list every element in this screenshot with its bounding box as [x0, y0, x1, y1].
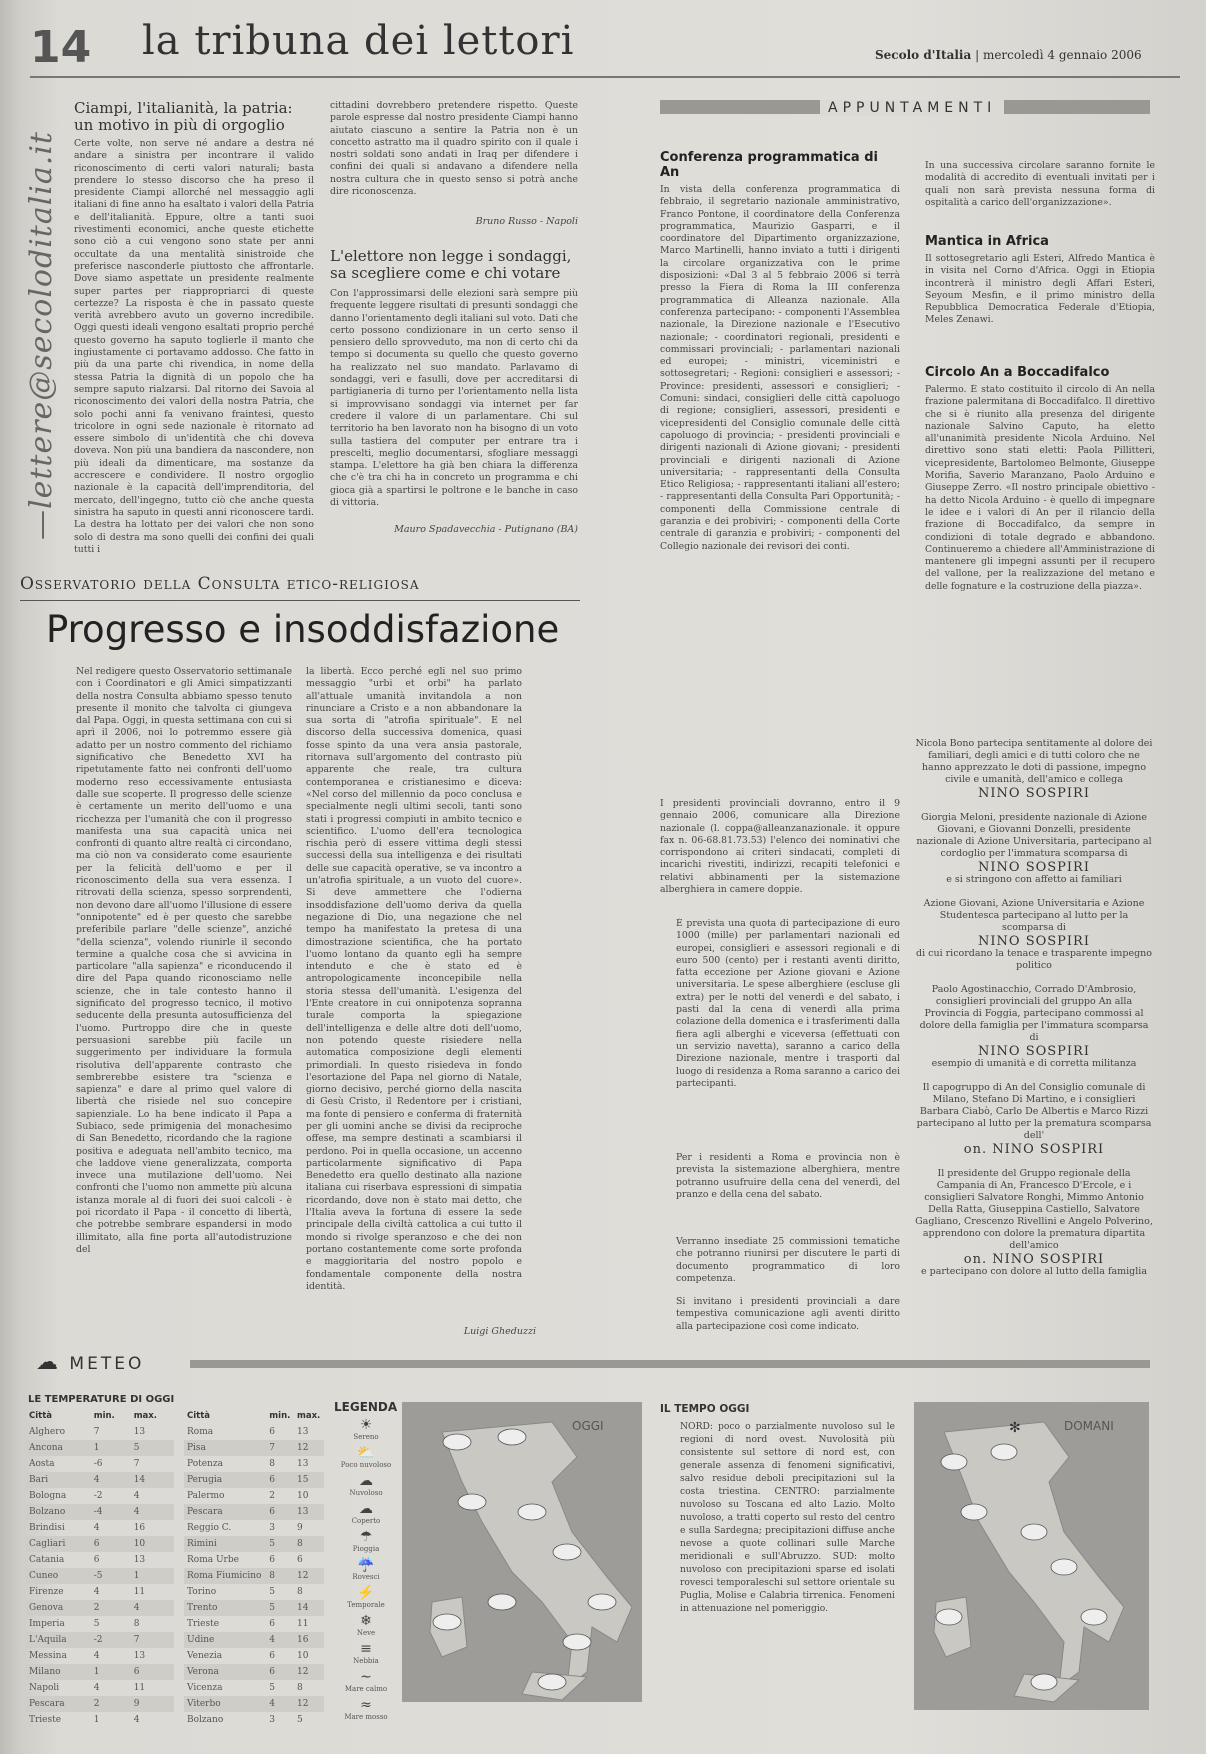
temperature-row — [184, 1536, 324, 1552]
min-cell: 5 — [269, 1587, 276, 1597]
temperature-row — [26, 1504, 174, 1520]
conferenza-article — [660, 150, 900, 910]
legend-item — [330, 1558, 402, 1582]
memorial-2 — [914, 812, 1154, 886]
temperature-row — [184, 1456, 324, 1472]
letter-1-continued — [330, 100, 578, 227]
max-cell: 6 — [296, 1555, 303, 1565]
legend-item — [330, 1446, 402, 1470]
letter-2 — [330, 248, 578, 535]
temperature-row — [26, 1552, 174, 1568]
cloudy-icon: ☁ — [359, 1473, 373, 1489]
conferenza-body-2: I presidenti provinciali dovranno, entro il 9 gennaio 2006, comunicare alla Direzione nazionale (l. coppa@alleanzanazionale. it oppure fax n. 06-68.81.73.53) l'elenco dei nominativi che corrispondono ai criteri sindacati, completi di incarichi rivestiti, indirizzi, recapiti telefonici e relativi abbinamenti per la sistemazione alberghiera in camere doppie. — [660, 798, 900, 896]
legend-label: Mare calmo — [344, 1685, 388, 1693]
cloud-icon — [518, 1504, 546, 1520]
city-cell: Ancona — [26, 1440, 91, 1456]
min-cell: 2 — [91, 1600, 131, 1616]
temperature-row — [26, 1696, 174, 1712]
legend-label: Nebbia — [353, 1657, 379, 1665]
legend-title: LEGENDA — [334, 1400, 398, 1414]
legend-label: Pioggia — [352, 1545, 380, 1553]
min-cell: 4 — [93, 1523, 100, 1533]
max-cell: 8 — [296, 1683, 303, 1693]
memorial-5-name: on. NINO SOSPIRI — [963, 1142, 1105, 1157]
max-cell: 16 — [294, 1632, 324, 1648]
city-cell: Catania — [29, 1555, 65, 1565]
temperature-row — [26, 1584, 174, 1600]
conferenza-title: Conferenza programmatica di An — [660, 150, 878, 180]
max-cell: 10 — [131, 1536, 174, 1552]
cloud-icon — [498, 1429, 526, 1445]
max-cell: 11 — [133, 1683, 146, 1693]
max-cell: 4 — [131, 1600, 174, 1616]
letter-2-body: Con l'approssimarsi delle elezioni sarà sempre più frequente leggere risultati di presunti sondaggi che danno l'orientamento degli italiani sul voto. Dati che certo possono condizionare in un certo senso il pensiero dello sprovveduto, ma non di certo chi da tempo si documenta su quello che questo governo ha realizzato nel suo mandato. Parlavamo di sondaggi, veri e fasulli, dove per accreditarsi di partigianeria di turno per l'orientamento nella lista si improvvisano sondaggi via internet per far credere il valore di un parlamentare. Chi sul territorio ha ben lavorato non ha bisogno di un voto sulla tastiera del computer per entrare tra i prescelti, meglio documentarsi, sfogliare messaggi stampa. L'elettore ha già ben chiara la differenza che c'è tra chi ha in concreto un programma e chi gioca già a spartirsi le poltrone e le banche in caso di vittoria. — [330, 288, 578, 509]
city-cell: L'Aquila — [26, 1632, 91, 1648]
city-cell: Verona — [184, 1664, 266, 1680]
city-cell: Trieste — [187, 1619, 220, 1629]
cloud-icon — [941, 1454, 967, 1470]
legend-item — [330, 1530, 402, 1554]
africa-title: Mantica in Africa — [925, 234, 1049, 249]
min-cell: 3 — [269, 1523, 276, 1533]
conferenza-continued — [676, 918, 900, 1348]
letter-2-signature: Mauro Spadavecchia - Putignano (BA) — [394, 524, 578, 535]
city-cell: Brindisi — [29, 1523, 65, 1533]
temperature-row — [26, 1600, 174, 1616]
temperature-row — [26, 1616, 174, 1632]
legend-label: Sereno — [353, 1433, 379, 1441]
map-today-label: OGGI — [572, 1419, 604, 1433]
legend-label: Neve — [356, 1629, 376, 1637]
max-cell: 13 — [296, 1459, 309, 1469]
weather-today-text: NORD: poco o parzialmente nuvoloso sul le regioni di nord ovest. Nuvolosità più consistente sul settore di nord est, con generale assenza di fenomeni significativi, salvo residue deboli precipitazioni sul la costa triestina. CENTRO: parzialmente nuvoloso su Toscana ed alto Lazio. Molto nuvoloso, a tratti coperto sul resto del centro e sulla Sardegna; precipitazioni diffuse anche nevose a quote collinari sulle Marche meridionali e sull'Abruzzo. SUD: molto nuvoloso con precipitazioni sparse ed isolati rovesci temporaleschi sul settore orientale su Puglia, Molise e Calabria tirrenica. Fenomeni in attenuazione nel pomeriggio. — [680, 1421, 895, 1614]
memorial-6-name: on. NINO SOSPIRI — [963, 1252, 1105, 1267]
city-cell: Cagliari — [26, 1536, 91, 1552]
temperature-row — [184, 1600, 324, 1616]
map-tomorrow-label: DOMANI — [1064, 1419, 1114, 1433]
temperature-row — [26, 1424, 174, 1440]
temperature-row — [184, 1552, 324, 1568]
conferenza-body: In vista della conferenza programmatica di febbraio, il segretario nazionale amministrativo, Franco Pontone, il coordinatore della Conferenza programmatica, Maurizio Gasparri, e il coordinatore del Dipartimento organizzazione, Marco Martinelli, hanno inviato a tutti i dirigenti la circolare organizzativa con le prime disposizioni: «Dal 3 al 5 febbraio 2006 si terrà presso la Fiera di Roma la III conferenza programmatica di Alleanza nazionale. Alla conferenza partecipano: - componenti l'Assemblea nazionale, la Direzione nazionale e l'Esecutivo nazionale; - coordinatori regionali, presidenti e commissari provinciali; - parlamentari nazionali ed europei; - ministri, viceministri e sottosegretari; - Regioni: consiglieri e assessori; - Province: presidenti, assessori e consiglieri; - Comuni: sindaci, consiglieri delle città capoluogo di regione; consiglieri, assessori, presidenti e vicepresidenti del Consiglio comunale delle città capoluogo di provincia; - presidenti provinciali e dirigenti nazionali di Azione giovani; - presidenti provinciali e dirigenti nazionali di Azione universitaria; - rappresentanti della Consulta Etico Religiosa; - rappresentanti italiani all'estero; - rappresentanti della Consulta Pari Opportunità; - componenti della Commissione centrale di garanzia e dei probiviri; - componenti della Corte centrale di garanzia e probiviri; - componenti del Collegio nazionale dei revisori dei conti. — [660, 184, 900, 552]
min-cell: -2 — [91, 1632, 131, 1648]
memorial-4-text: Paolo Agostinacchio, Corrado D'Ambrosio, consiglieri provinciali del gruppo An alla Provincia di Foggia, partecipano commossi al dolore della famiglia per l'immatura scomparsa di — [919, 984, 1149, 1043]
min-cell: -4 — [91, 1504, 131, 1520]
temps-header-city: Città — [187, 1411, 211, 1421]
max-cell: 16 — [133, 1523, 146, 1533]
temperature-row — [184, 1664, 324, 1680]
letter-1-body-cont: cittadini dovrebbero pretendere rispetto. Queste parole espresse dal nostro presidente Ciampi hanno aiutato ciascuno a sentire la Patria non è un concetto astratto ma il quadro spirito con il quale i nostri soldati sono andati in Iraq per difendere i confini dei quali si andavano a difendere nella nostra cultura che in questo senso si potrà anche dire riconoscenza. — [330, 100, 578, 198]
min-cell: 6 — [91, 1536, 131, 1552]
memorial-5 — [914, 1082, 1154, 1156]
temperature-row — [26, 1536, 174, 1552]
min-cell: -2 — [93, 1491, 103, 1501]
sun-cloud-icon: ☁ — [36, 1350, 61, 1375]
snow-icon: ❄ — [360, 1613, 372, 1629]
osservatorio-column-2: la libertà. Ecco perché egli nel suo primo messaggio "urbi et orbi" ha parlato all'attuale umanità invitandola a non rinunciare a Cristo e a non abbandonare la sua sorta di "atrofia spirituale". E nel discorso della successiva domenica, quasi fosse spinto da una vera ansia pastorale, ritornava sull'argomento del contrasto più apparente che reale, tra cultura contemporanea e cristianesimo e diceva: «Nel corso del millennio da poco conclusa e specialmente negli ultimi secoli, tanti sono stati i progressi compiuti in ambito tecnico e scientifico. L'uomo dell'era tecnologica rischia però di essere vittima degli stessi successi della sua intelligenza e dei risultati delle sue capacità operative, se va incontro a un'atrofia spirituale, a un vuoto del cuore». Si deve ammettere che l'odierna insoddisfazione dell'uomo deriva da quella negazione di Dio, una negazione che nel tempo ha manifestato la pretesa di una dimostrazione scientifica, che ha portato l'uomo lontano da quanto egli ha sempre intenduto e che è stato ed è antropologicamente inconcepibile nella storia stessa dell'umanità. L'esigenza del l'Ente creatore in cui onnipotenza sopranna turale comporta la spiegazione dell'intelligenza e delle altre doti dell'uomo, non potendo queste risiedere nella automatica composizione degli elementi primordiali. In questo risiedeva in fondo l'esortazione del Papa nel giorno di Natale, giorno decisivo, perché giorno della nascita di Gesù Cristo, il Redentore per i cristiani, ma fonte di pensiero e conferma di fraternità per gli uomini anche se divisi da reciproche offese, ma sempre destinati a scambiarsi il perdono. Poi in quella occasione, un accenno particolarmente significativo di Papa Benedetto era quello destinato alla nazione italiana cui riserbava espressioni di simpatia ricordando, dove non è stato mai detto, che l'Italia aveva la fortuna di essere la sede principale della civiltà cattolica a cui tutto il mondo si rivolge speranzoso e che dei non portano costantemente come sorte profonda e maggioritaria del nostro popolo e fondamentale componente della nostra identità. — [306, 666, 522, 1292]
city-cell: Potenza — [187, 1459, 223, 1469]
header-rule — [30, 76, 1180, 78]
memorial-4 — [914, 984, 1154, 1070]
temperature-row — [184, 1648, 324, 1664]
memorial-3 — [914, 898, 1154, 972]
max-cell: 8 — [294, 1536, 324, 1552]
max-cell: 5 — [131, 1440, 174, 1456]
memorial-6-text: Il presidente del Gruppo regionale della Campania di An, Francesco D'Ercole, e i consiglieri Salvatore Ronghi, Mimmo Antonio Della Ratta, Giuseppina Castiello, Salvatore Gagliano, Crescenzo Rivellini e Angelo Polverino, apprendono con dolore la prematura dipartita dell'amico — [915, 1168, 1153, 1251]
memorial-4-after: esempio di umanità e di corretta militanza — [931, 1058, 1137, 1069]
temperature-row — [26, 1648, 174, 1664]
legend-label: Nuvoloso — [349, 1489, 383, 1497]
paper-name: Secolo d'Italia — [875, 48, 972, 62]
sea-calm-icon: ∼ — [360, 1669, 372, 1685]
temperature-row — [184, 1680, 324, 1696]
rain-icon: ☂ — [359, 1529, 373, 1545]
section-title: la tribuna dei lettori — [142, 18, 575, 64]
min-cell: 4 — [93, 1651, 100, 1661]
memorial-3-name: NINO SOSPIRI — [978, 934, 1090, 949]
cloud-icon — [588, 1594, 616, 1610]
cloud-icon — [991, 1444, 1017, 1460]
legend-label: Temporale — [347, 1601, 385, 1609]
cloud-icon — [553, 1544, 581, 1560]
city-cell: Palermo — [187, 1491, 225, 1501]
city-cell: Trento — [184, 1600, 266, 1616]
max-cell: 13 — [133, 1651, 146, 1661]
city-cell: Roma — [187, 1427, 214, 1437]
memorial-4-name: NINO SOSPIRI — [978, 1044, 1090, 1059]
city-cell: Aosta — [29, 1459, 55, 1469]
min-cell: 8 — [269, 1459, 276, 1469]
osservatorio-signature: Luigi Gheduzzi — [463, 1326, 536, 1337]
legend-item — [330, 1698, 402, 1722]
temps-header-max: max. — [296, 1411, 321, 1421]
sun-icon: ☀ — [359, 1417, 373, 1433]
letter-1-body: Certe volte, non serve né andare a destra né andare a sinistra per incontrare il valido riconoscimento di certi valori naturali; basta prendere lo stesso discorso che ha preso il presidente Ciampi allorché nel messaggio agli italiani di fine anno ha esaltato i valori della Patria e dell'italianità. Eppure, oltre a tanti suoi rivestimenti economici, anche queste etichette sono ciò a cui vengono sono state per anni occultate da una mentalità sinistroide che preferisce nasconderle piuttosto che affrontarle. Dove siamo aspettate un presidente realmente super partes per riappropriarci di queste certezze? La risposta è che in passato queste verità avrebbero avuto un governo incredibile. Oggi questi ideali vengono esaltati proprio perché questo governo ha saputo toglierle il manto che ingiustamente ci portavamo addosso. Che fatto in più da una parte chi rivendica, in nome della stessa Patria la dignità di un popolo che ha sempre saputo rialzarsi. Dal ritorno dei Savoia al riconoscimento dei valori della nostra Patria, che solo pochi anni fa venivano fraintesi, questo tricolore in ogni sede nazionale è ritornato ad essere simbolo di un'identità che chi doveva doveva. Non più una bandiera da nascondere, non più ideali da dimenticare, ma sostanze da accrescere e condividere. Il nostro orgoglio nazionale è la capacità dell'imprenditoria, del mercato, dell'ingegno, tutto ciò che anche questa sinistra ha saputo in questi anni riconoscere tardi. La destra ha lottato per dei valori che non sono solo di destra ma sono quelli dei confini dei quali tutti i — [74, 138, 314, 555]
city-cell: Perugia — [184, 1472, 266, 1488]
city-cell: Torino — [187, 1587, 217, 1597]
min-cell: 5 — [266, 1536, 294, 1552]
max-cell: 1 — [131, 1568, 174, 1584]
africa-body: Il sottosegretario agli Esteri, Alfredo Mantica è in visita nel Corno d'Africa. Oggi in Etiopia incontrerà il ministro degli Affari Esteri, Seyoum Mesfin, e il primo ministro della Repubblica Democratica Federale d'Etiopia, Meles Zenawi. — [925, 253, 1155, 326]
sidebar-email-text: —lettere@secoloditalia.it — [24, 131, 59, 540]
temperature-row — [26, 1632, 174, 1648]
legend-item — [330, 1586, 402, 1610]
max-cell: 6 — [131, 1664, 174, 1680]
conferenza-body-5: Verranno insediate 25 commissioni tematiche che potranno riunirsi per discutere le parti di documento programmatico di loro competenza. — [676, 1236, 900, 1284]
max-cell: 10 — [296, 1491, 309, 1501]
city-cell: Venezia — [187, 1651, 223, 1661]
city-cell: Firenze — [29, 1587, 64, 1597]
italy-map-tomorrow — [914, 1402, 1149, 1710]
cloud-icon — [1021, 1524, 1047, 1540]
weather-map-today — [402, 1402, 642, 1702]
city-cell: Imperia — [29, 1619, 65, 1629]
legend-item — [330, 1670, 402, 1694]
conferenza-body-3: È prevista una quota di partecipazione di euro 1000 (mille) per parlamentari nazionali ed europei, consiglieri e assessori regionali e di euro 500 (cento) per i restanti aventi diritto, fatta eccezione per Azione giovani e Azione universitaria. Le spese alberghiere (escluse gli extra) per le notti del venerdì e del sabato, i pasti dal la cena di venerdì alla prima colazione della domenica e i trasferimenti dalla fiera agli alberghi e viceversa (effettuati con un servizio navetta), saranno a carico della Direzione nazionale, mentre i trasporti dal luogo di residenza a Roma saranno a carico dei partecipanti. — [676, 918, 900, 1089]
min-cell: 1 — [93, 1715, 100, 1725]
max-cell: 12 — [294, 1440, 324, 1456]
cloud-icon — [1051, 1559, 1077, 1575]
city-cell: Napoli — [29, 1683, 60, 1693]
max-cell: 4 — [133, 1715, 140, 1725]
conferenza-right: In una successiva circolare saranno fornite le modalità di accredito di eventuali invitati per i quali non sarà prevista nessuna forma di ospitalità a carico dell'organizzazione». — [925, 160, 1155, 208]
min-cell: 6 — [93, 1555, 100, 1565]
city-cell: Vicenza — [187, 1683, 223, 1693]
letter-1 — [74, 100, 314, 558]
temperature-row — [184, 1424, 324, 1440]
memorial-1 — [914, 738, 1154, 800]
temperature-row — [26, 1664, 174, 1680]
cloud-icon — [538, 1674, 566, 1690]
max-cell: 13 — [133, 1427, 146, 1437]
osservatorio-column-1: Nel redigere questo Osservatorio settimanale con i Coordinatori e gli Amici simpatizzanti della nostra Consulta abbiamo spesso tenuto presente il monito che talvolta ci giungeva dal Papa. Oggi, in questa settimana con cui si aprì il 2006, noi lo potremmo essere già adatto per un nostro commento del richiamo significativo che Benedetto XVI ha ripetutamente fatto nei confronti dell'uomo moderno reso eccessivamente entusiasta dalle sue scoperte. Il progresso delle scienze è certamente un merito dell'uomo e una ricchezza per l'umanità che con il progresso manifesta una sua capacità unica nei confronti di quanto altre realtà ci circondano, ma ciò non va considerato come esauriente per la felicità dell'uomo e per il riconoscimento della sua vera essenza. I ritrovati della scienza, spesso sorprendenti, non devono dare all'uomo l'illusione di essere "onnipotente" ed è per questo che sarebbe preferibile parlare "delle scienze", anziché "della scienza", volendo riunirle il secondo termine a qualche cosa che si avvicina in particolare "alla sapienza" e riconducendo il dire del Papa quando riconosciamo nelle scienze, che in tale contesto hanno il significato del progresso tecnico, il motivo seducente della presunta autosufficienza del l'uomo. Purtroppo dire che in queste persuasioni sarebbe più facile un suggerimento per individuare la formula risolutiva dell'apparente contrasto che sembrerebbe esistere tra "scienza e sapienza" e dare al primo quel valore di libertà che risiede nel suo concepire sapienziale. Lo ha bene indicato il Papa a Subiaco, sede primigenia del monachesimo di San Benedetto, ricordando che la ragione positiva e adeguata nell'ambito tecnico, ma che laddove viene generalizzata, comporta invece una mutilazione dell'uomo. Nei confronti che l'uomo non ammette più alcuna istanza morale al di fuori dei suoi calcoli - è poi ricordato il Papa - il concetto di libertà, che potrebbe sembrare espandersi in modo illimitato, alla fine porta all'autodistruzione del — [76, 666, 292, 1255]
min-cell: -5 — [91, 1568, 131, 1584]
temperature-row — [26, 1488, 174, 1504]
temperature-row — [26, 1520, 174, 1536]
sidebar-email — [20, 100, 64, 540]
city-cell: Pescara — [26, 1696, 91, 1712]
city-cell: Messina — [29, 1651, 67, 1661]
max-cell: 12 — [294, 1664, 324, 1680]
conferenza-body-4: Per i residenti a Roma e provincia non è prevista la sistemazione alberghiera, mentre potranno usufruire della cena del venerdì, del pranzo e della cena del sabato. — [676, 1152, 900, 1200]
showers-icon: ☔ — [357, 1557, 375, 1573]
min-cell: 4 — [93, 1683, 100, 1693]
cloud-icon — [1031, 1674, 1057, 1690]
overcast-icon: ☁ — [359, 1501, 373, 1517]
max-cell: 15 — [294, 1472, 324, 1488]
meteo-logo — [36, 1350, 144, 1375]
min-cell: 7 — [93, 1427, 100, 1437]
letter-1-signature: Bruno Russo - Napoli — [475, 216, 578, 227]
temperature-row — [26, 1680, 174, 1696]
masthead-info: Secolo d'Italia | mercoledì 4 gennaio 2006 — [875, 48, 1142, 62]
legend-item — [330, 1502, 402, 1526]
max-cell: 11 — [296, 1619, 309, 1629]
max-cell: 9 — [296, 1523, 303, 1533]
memorial-5-text: Il capogruppo di An del Consiglio comunale di Milano, Stefano Di Martino, e i consiglieri Barbara Ciabò, Carlo De Albertis e Marco Rizzi partecipano al lutto per la prematura scomparsa dell' — [916, 1082, 1152, 1141]
page-number: 14 — [30, 22, 92, 73]
legend-item — [330, 1418, 402, 1442]
meteo-logo-text: METEO — [69, 1354, 145, 1374]
legend-label: Rovesci — [352, 1573, 380, 1581]
min-cell: 1 — [91, 1664, 131, 1680]
temperatures-table-right — [184, 1408, 324, 1728]
osservatorio-headline: Progresso e insoddisfazione — [46, 608, 560, 651]
city-cell: Pescara — [184, 1504, 266, 1520]
weather-map-tomorrow — [914, 1402, 1149, 1710]
cloud-icon — [488, 1594, 516, 1610]
city-cell: Pisa — [184, 1440, 266, 1456]
min-cell: 8 — [266, 1568, 294, 1584]
city-cell: Bolzano — [26, 1504, 91, 1520]
min-cell: -6 — [93, 1459, 103, 1469]
osservatorio-kicker: Osservatorio della Consulta etico-religiosa — [20, 574, 420, 594]
cloud-icon — [936, 1609, 962, 1625]
min-cell: 6 — [269, 1619, 276, 1629]
min-cell: 4 — [91, 1472, 131, 1488]
legend-item — [330, 1474, 402, 1498]
memorial-1-text: Nicola Bono partecipa sentitamente al dolore dei familiari, degli amici e di tutti coloro che ne hanno apprezzato le doti di passione, impegno civile e umanità, dell'amico e collega — [915, 738, 1153, 785]
min-cell: 4 — [93, 1587, 100, 1597]
min-cell: 5 — [266, 1600, 294, 1616]
cloud-icon — [961, 1504, 987, 1520]
city-cell: Udine — [184, 1632, 266, 1648]
temps-header-city: Città — [29, 1411, 53, 1421]
temperature-row — [26, 1440, 174, 1456]
appuntamenti-label: APPUNTAMENTI — [820, 100, 1004, 116]
min-cell: 1 — [91, 1440, 131, 1456]
city-cell: Viterbo — [184, 1696, 266, 1712]
city-cell: Genova — [26, 1600, 91, 1616]
min-cell: 3 — [269, 1715, 276, 1725]
max-cell: 9 — [131, 1696, 174, 1712]
max-cell: 4 — [131, 1504, 174, 1520]
memorial-2-text: Giorgia Meloni, presidente nazionale di Azione Giovani, e Giovanni Donzelli, presidente nazionale di Azione Universitaria, partecipano al cordoglio per l'immatura scomparsa di — [916, 812, 1152, 859]
temperature-row — [26, 1456, 174, 1472]
italy-map-today — [402, 1402, 642, 1702]
min-cell: 6 — [269, 1555, 276, 1565]
min-cell: 5 — [269, 1683, 276, 1693]
min-cell: 6 — [269, 1427, 276, 1437]
temperature-row — [184, 1504, 324, 1520]
cloud-icon — [458, 1494, 486, 1510]
memorial-2-after: e si stringono con affetto ai familiari — [946, 874, 1122, 885]
memorial-2-name: NINO SOSPIRI — [978, 860, 1090, 875]
min-cell: 2 — [91, 1696, 131, 1712]
legend-list — [330, 1418, 402, 1726]
max-cell: 7 — [131, 1632, 174, 1648]
city-cell: Bari — [26, 1472, 91, 1488]
meteo-bar — [190, 1360, 1150, 1368]
max-cell: 13 — [133, 1555, 146, 1565]
min-cell: 6 — [266, 1664, 294, 1680]
cloud-icon — [1081, 1609, 1107, 1625]
temperature-row — [26, 1472, 174, 1488]
temperature-row — [26, 1712, 174, 1728]
temperature-row — [184, 1712, 324, 1728]
snow-icon: ✻ — [1009, 1420, 1021, 1436]
cloud-icon — [563, 1634, 591, 1650]
legend-item — [330, 1642, 402, 1666]
sea-rough-icon: ≈ — [360, 1697, 372, 1713]
temperature-row — [26, 1568, 174, 1584]
max-cell: 8 — [296, 1587, 303, 1597]
city-cell: Alghero — [29, 1427, 65, 1437]
weather-today-title: IL TEMPO OGGI — [660, 1403, 750, 1415]
max-cell: 12 — [294, 1568, 324, 1584]
temps-header-min: min. — [269, 1411, 291, 1421]
min-cell: 5 — [93, 1619, 100, 1629]
city-cell: Roma Urbe — [187, 1555, 239, 1565]
temperature-row — [184, 1520, 324, 1536]
max-cell: 13 — [296, 1427, 309, 1437]
min-cell: 2 — [269, 1491, 276, 1501]
city-cell: Cuneo — [26, 1568, 91, 1584]
min-cell: 6 — [269, 1651, 276, 1661]
legend-label: Coperto — [351, 1517, 381, 1525]
max-cell: 14 — [294, 1600, 324, 1616]
legend-label: Mare mosso — [344, 1713, 388, 1721]
max-cell: 14 — [131, 1472, 174, 1488]
max-cell: 12 — [294, 1696, 324, 1712]
min-cell: 4 — [266, 1632, 294, 1648]
legend-label: Poco nuvoloso — [340, 1461, 392, 1469]
temperatures-title: LE TEMPERATURE DI OGGI — [28, 1394, 175, 1405]
temperature-row — [184, 1584, 324, 1600]
city-cell: Reggio C. — [187, 1523, 232, 1533]
temperature-row — [184, 1616, 324, 1632]
osservatorio-rule — [20, 600, 580, 601]
temperatures-table-left — [26, 1408, 174, 1728]
temperature-row — [184, 1488, 324, 1504]
min-cell: 4 — [266, 1696, 294, 1712]
city-cell: Milano — [26, 1664, 91, 1680]
circolo-title: Circolo An a Boccadifalco — [925, 365, 1110, 380]
temperature-row — [184, 1632, 324, 1648]
min-cell: 6 — [266, 1472, 294, 1488]
cloud-icon — [433, 1614, 461, 1630]
city-cell: Bologna — [29, 1491, 67, 1501]
max-cell: 8 — [133, 1619, 140, 1629]
fog-icon: ≡ — [360, 1641, 372, 1657]
memorial-1-name: NINO SOSPIRI — [978, 786, 1090, 801]
max-cell: 7 — [133, 1459, 140, 1469]
temperature-row — [184, 1472, 324, 1488]
min-cell: 7 — [266, 1440, 294, 1456]
temperature-row — [184, 1440, 324, 1456]
cloud-icon — [443, 1434, 471, 1450]
issue-date: mercoledì 4 gennaio 2006 — [982, 48, 1142, 62]
memorial-6 — [914, 1168, 1154, 1278]
temperature-row — [184, 1568, 324, 1584]
storm-icon: ⚡ — [357, 1585, 375, 1601]
min-cell: 6 — [266, 1504, 294, 1520]
letter-1-title: Ciampi, l'italianità, la patria: un motivo in più di orgoglio — [74, 99, 293, 134]
memorial-6-after: e partecipano con dolore al lutto della famiglia — [920, 1266, 1147, 1277]
max-cell: 4 — [133, 1491, 140, 1501]
city-cell: Bolzano — [187, 1715, 224, 1725]
temps-header-max: max. — [133, 1411, 157, 1421]
max-cell: 10 — [296, 1651, 309, 1661]
conferenza-body-6: Si invitano i presidenti provinciali a dare tempestiva comunicazione agli aventi diritto alla partecipazione così come indicato. — [676, 1296, 900, 1332]
legend-item — [330, 1614, 402, 1638]
city-cell: Roma Fiumicino — [184, 1568, 266, 1584]
right-column-articles — [925, 160, 1155, 690]
temperature-row — [184, 1696, 324, 1712]
max-cell: 13 — [294, 1504, 324, 1520]
max-cell: 5 — [296, 1715, 303, 1725]
partly-cloudy-icon: ⛅ — [357, 1445, 375, 1461]
memorial-3-after: di cui ricordano la tenace e trasparente impegno politico — [915, 948, 1152, 971]
city-cell: Trieste — [29, 1715, 62, 1725]
temps-header-min: min. — [93, 1411, 115, 1421]
max-cell: 11 — [133, 1587, 146, 1597]
letter-2-title: L'elettore non legge i sondaggi, sa scegliere come e chi votare — [330, 247, 572, 282]
city-cell: Rimini — [184, 1536, 266, 1552]
circolo-body: Palermo. È stato costituito il circolo di An nella frazione palermitana di Boccadifalco. Il direttivo che si è riunito alla presenza del dirigente nazionale Salvino Caputo, ha eletto all'unanimità presidente Nicola Arduino. Nel direttivo sono stati eletti: Paola Pillitteri, vicepresidente, Bartolomeo Belmonte, Giuseppe Morifia, Saverio Maranzano, Paolo Arduino e Giuseppe Zerro. «Il nostro principale obiettivo - ha detto Nicola Arduino - è quello di impegnare le idee e i valori di An per il rilancio della frazione di Boccadifalco, da sempre in condizioni di totale degrado e abbandono. Continueremo a chiedere all'Amministrazione di mantenere gli impegni assunti per il recupero del vallone, per la realizzazione del metano e delle fognature e la costruzione della piazza». — [925, 384, 1155, 592]
memorial-3-text: Azione Giovani, Azione Universitaria e Azione Studentesca partecipano al lutto per la scomparsa di — [923, 898, 1145, 933]
memorials — [914, 738, 1154, 1278]
